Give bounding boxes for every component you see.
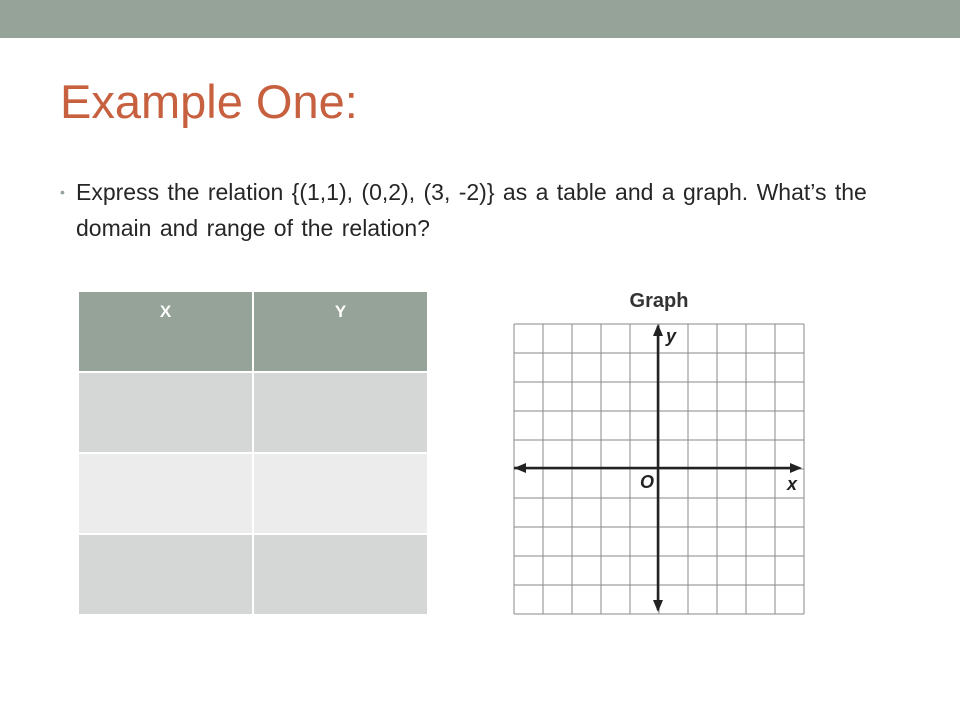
table-cell (79, 453, 253, 534)
graph-svg (500, 282, 820, 622)
x-axis-left-arrow-icon (514, 463, 526, 473)
axes (514, 324, 802, 612)
table-cell (79, 372, 253, 453)
table-cell (79, 534, 253, 615)
y-axis-label: y (666, 326, 677, 346)
table-cell (253, 534, 428, 615)
x-axis-right-arrow-icon (790, 463, 802, 473)
table-row (79, 372, 428, 453)
table-cell (253, 372, 428, 453)
table-row (79, 453, 428, 534)
y-axis-up-arrow-icon (653, 324, 663, 336)
y-axis-down-arrow-icon (653, 600, 663, 612)
bullet-text: Express the relation {(1,1), (0,2), (3, -2)} as a table and a graph. What’s the domain and range of the relation? (76, 179, 867, 241)
table-header-x: X (79, 292, 253, 372)
top-accent-bar (0, 0, 960, 38)
slide-title: Example One: (60, 75, 358, 128)
table-header-row (79, 292, 428, 372)
coordinate-graph (500, 282, 820, 622)
bullet-item (60, 174, 900, 246)
xy-table (79, 292, 429, 616)
bullet-dot-icon: • (60, 184, 65, 200)
table-row (79, 534, 428, 615)
x-axis-label: x (787, 474, 798, 494)
graph-title: Graph (629, 290, 689, 312)
table-cell (253, 453, 428, 534)
table-header-y: Y (253, 292, 428, 372)
origin-label: O (640, 472, 655, 492)
